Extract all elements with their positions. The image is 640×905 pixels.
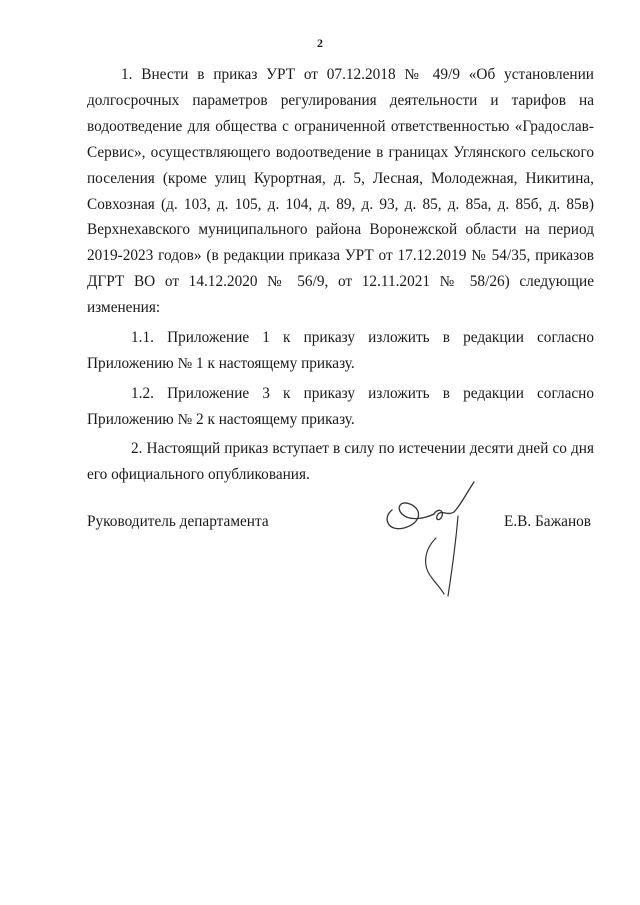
paragraph-2: 2. Настоящий приказ вступает в силу по истечении десяти дней со дня его официального опубликования. bbox=[87, 439, 594, 483]
paragraph-1-1: 1.1. Приложение 1 к приказу изложить в редакции согласно Приложению № 1 к настоящему приказу. bbox=[87, 329, 594, 372]
page-number: 2 bbox=[317, 36, 323, 50]
handwritten-signature bbox=[378, 480, 488, 600]
paragraph-1: 1. Внести в приказ УРТ от 07.12.2018 № 49/9 «Об установлении долгосрочных параметров регулирования деятельности и тарифов на водоотведение для общества с ограниченной ответственностью «Градослав-Сервис», осуществляющего водоотведение в границах Углянского сельского поселения (кроме улиц Курортная, д. 5, Лесная, Молодежная, Никитина, Совхозная (д. 103, д. 105, д. 104, д. 89, д. 93, д. 85, д. 85а, д. 85б, д. 85в) Верхнехавского муниципального района Воронежской области на период 2019-2023 годов» (в редакции приказа УРТ от 17.12.2019 № 54/35, приказов ДГРТ ВО от 14.12.2020 № 56/9, от 12.11.2021 № 58/26) следующие изменения: bbox=[87, 66, 594, 317]
paragraph-1-2: 1.2. Приложение 3 к приказу изложить в редакции согласно Приложению № 2 к настоящему приказу. bbox=[87, 384, 594, 428]
document-body bbox=[87, 62, 594, 488]
signatory-name: Е.В. Бажанов bbox=[504, 513, 592, 530]
signatory-position: Руководитель департамента bbox=[87, 513, 269, 530]
